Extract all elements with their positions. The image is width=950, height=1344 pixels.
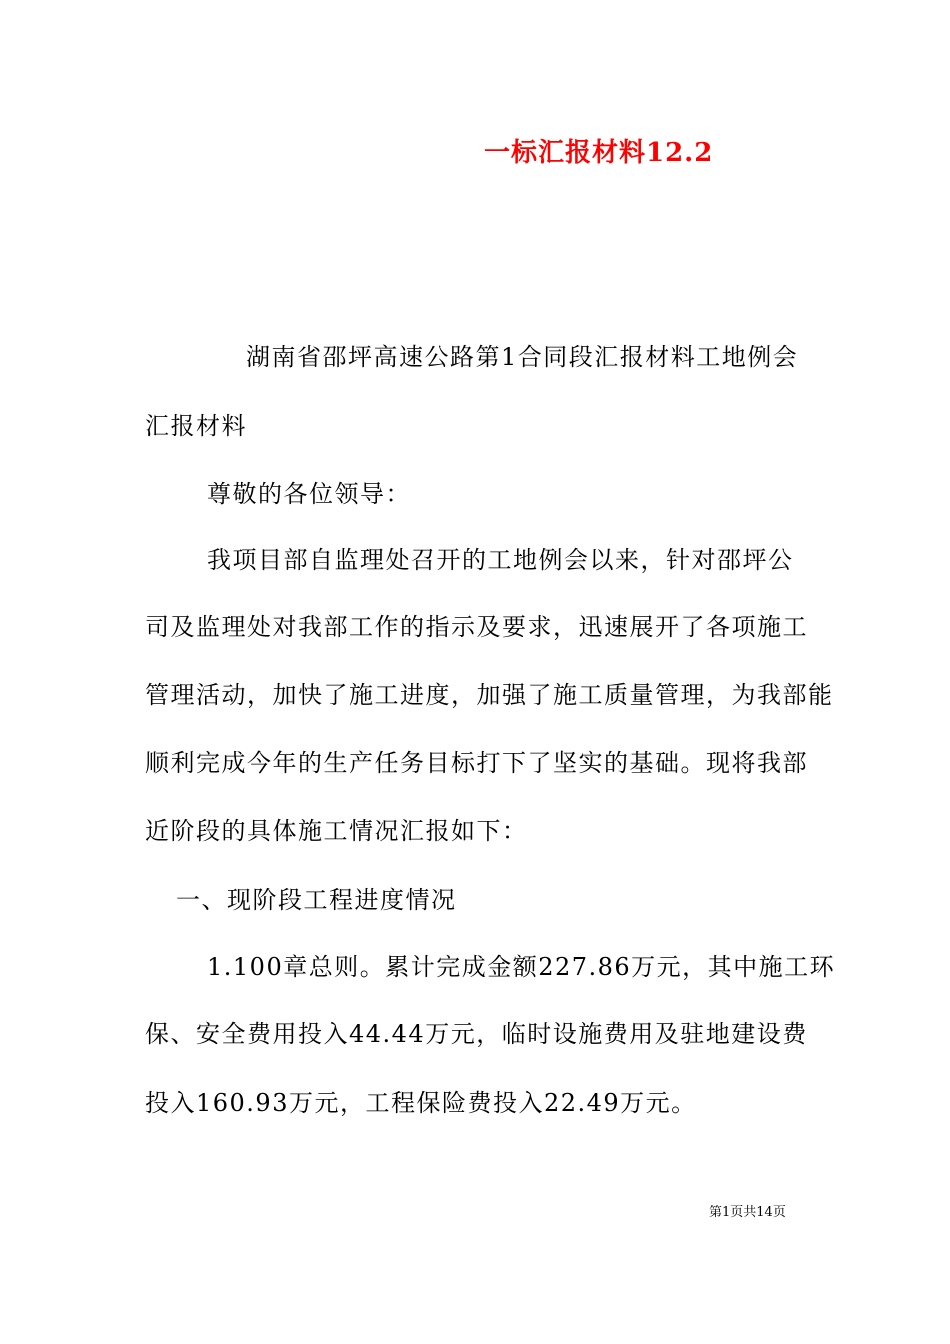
- paragraph-line-5: 司及监理处对我部工作的指示及要求，迅速展开了各项施工: [145, 613, 808, 641]
- paragraph-line-8: 近阶段的具体施工情况汇报如下：: [145, 817, 528, 845]
- paragraph-line-6: 管理活动，加快了施工进度，加强了施工质量管理，为我部能: [145, 681, 834, 709]
- paragraph-line-2: 汇报材料: [145, 412, 247, 440]
- paragraph-line-11: 保、安全费用投入44.44万元，临时设施费用及驻地建设费: [145, 1020, 808, 1048]
- paragraph-line-4: 我项目部自监理处召开的工地例会以来，针对邵坪公: [207, 546, 794, 574]
- section-heading: 一、现阶段工程进度情况: [176, 886, 457, 914]
- paragraph-line-10: 1.100章总则。累计完成金额227.86万元，其中施工环: [207, 953, 836, 981]
- paragraph-line-1: 湖南省邵坪高速公路第1合同段汇报材料工地例会: [246, 343, 799, 371]
- page-footer: 第1页共14页: [709, 1205, 786, 1220]
- paragraph-line-12: 投入160.93万元，工程保险费投入22.49万元。: [145, 1089, 697, 1117]
- paragraph-line-7: 顺利完成今年的生产任务目标打下了坚实的基础。现将我部: [145, 749, 808, 777]
- document-title: 一标汇报材料12.2: [484, 138, 714, 168]
- salutation: 尊敬的各位领导：: [207, 480, 411, 508]
